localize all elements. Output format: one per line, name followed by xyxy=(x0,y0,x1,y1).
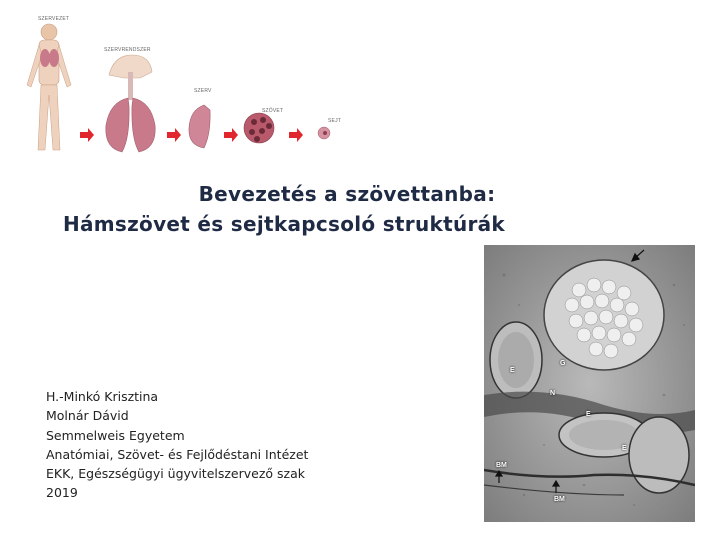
organism-label: SZERVEZET xyxy=(38,16,70,22)
micrograph-label-e1: E xyxy=(510,367,515,374)
title-line-1: Bevezetés a szövettanba: xyxy=(198,182,496,206)
cell-label: SEJT xyxy=(328,118,342,124)
human-body-figure xyxy=(27,24,71,150)
micrograph-label-e2: E xyxy=(586,411,591,418)
micrograph-label-bm1: BM xyxy=(496,462,507,469)
author-name-1: H.-Minkó Krisztina xyxy=(46,389,159,404)
institution-university: Semmelweis Egyetem xyxy=(46,427,185,443)
title-line-2: Hámszövet és sejtkapcsoló struktúrák xyxy=(62,212,506,236)
course-name: EKK, Egészségügyi ügyvitelszervező szak xyxy=(46,466,306,482)
author-block xyxy=(46,387,308,503)
micrograph-label-g: G xyxy=(560,360,566,367)
organ-label: SZERV xyxy=(194,88,212,94)
micrograph-image xyxy=(484,245,695,522)
micrograph-label-e3: E xyxy=(622,445,627,452)
electron-micrograph xyxy=(484,245,695,522)
hierarchy-illustration xyxy=(14,10,354,165)
tissue-figure xyxy=(244,113,274,143)
cell-figure xyxy=(318,127,330,139)
lung-figure xyxy=(189,105,210,148)
institution-department: Anatómiai, Szövet- és Fejlődéstani Intézet xyxy=(46,446,309,462)
year: 2019 xyxy=(46,485,78,501)
author-name-2: Molnár Dávid xyxy=(46,408,129,424)
respiratory-system-figure xyxy=(106,55,155,152)
organization-hierarchy-figure xyxy=(14,10,354,165)
tissue-label: SZÖVET xyxy=(262,108,284,114)
micrograph-label-n: N xyxy=(550,390,556,397)
micrograph-label-bm2: BM xyxy=(554,496,565,503)
organ-system-label: SZERVRENDSZER xyxy=(104,47,151,53)
